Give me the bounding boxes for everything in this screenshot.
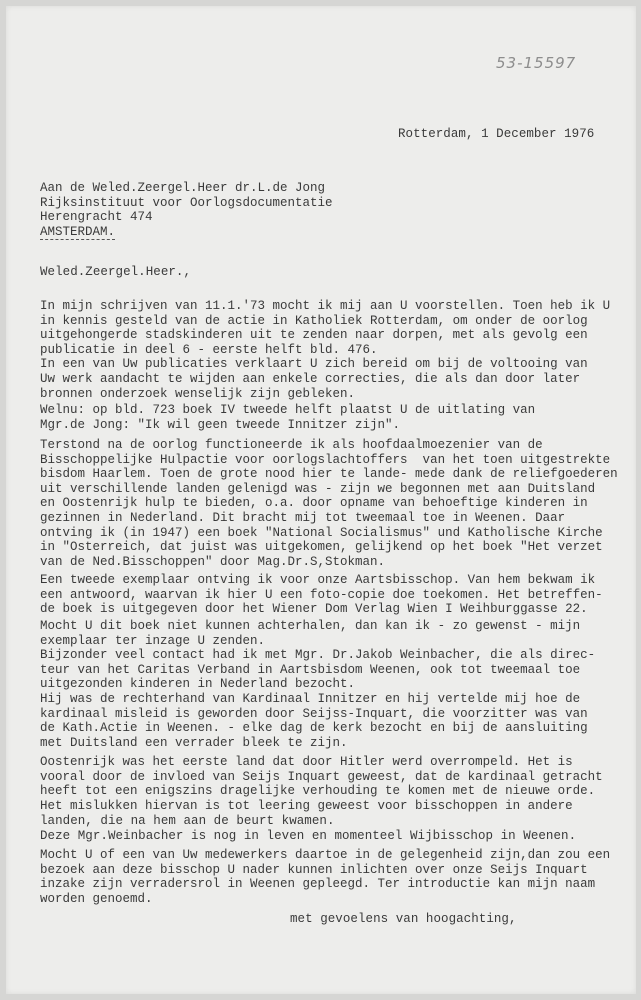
- text-line: en Oostenrijk hulp te bieden, o.a. door opname van behoeftige kinderen in: [40, 496, 588, 511]
- text-line: van de Ned.Bisschoppen" door Mag.Dr.S,Stokman.: [40, 554, 386, 569]
- text-line: worden genoemd.: [40, 891, 153, 906]
- date-line: Rotterdam, 1 December 1976: [398, 127, 595, 141]
- letter-page: [6, 6, 636, 994]
- text-line: teur van het Caritas Verband in Aartsbisdom Weenen, ook tot tweemaal toe: [40, 662, 581, 677]
- recipient-address: [40, 181, 333, 239]
- text-line: Uw werk aandacht te wijden aan enkele correcties, die als dan door later: [40, 371, 581, 386]
- text-line: Welnu: op bld. 723 boek IV tweede helft plaatst U de uitlating van: [40, 403, 536, 417]
- text-line: Mocht U dit boek niet kunnen achterhalen, dan kan ik - zo gewenst - mijn: [40, 619, 581, 633]
- text-line: heeft tot een enigszins dragelijke verhouding te komen met de nieuwe orde.: [40, 784, 596, 799]
- text-line: Oostenrijk was het eerste land dat door Hitler werd overrompeld. Het is: [40, 755, 573, 769]
- text-line: Mgr.de Jong: "Ik wil geen tweede Innitzer zijn".: [40, 417, 401, 432]
- paragraph: [40, 438, 618, 569]
- text-line: Hij was de rechterhand van Kardinaal Innitzer en hij vertelde mij hoe de: [40, 691, 581, 706]
- paragraph: [40, 619, 595, 750]
- text-line: bronnen onderzoek wenselijk zijn gebleken.: [40, 386, 356, 401]
- text-line: Het mislukken hiervan is tot leering geweest voor bisschoppen in andere: [40, 798, 573, 813]
- text-line: Bijzonder veel contact had ik met Mgr. Dr.Jakob Weinbacher, die als direc-: [40, 648, 596, 663]
- paragraph: [40, 403, 535, 432]
- text-line: uitgezonden kinderen in Nederland bezocht.: [40, 677, 356, 692]
- text-line: in "Osterreich, dat juist was uitgekomen, gelijkend op het boek "Het verzet: [40, 540, 603, 555]
- text-line: uit verschillende landen gelenigd was - zijn we begonnen met aan Duitsland: [40, 481, 596, 496]
- text-line: de Kath.Actie in Weenen. - elke dag de kerk bezocht en bij de aansluiting: [40, 721, 588, 736]
- text-line: inzake zijn verradersrol in Weenen gepleegd. Ter introductie kan mijn naam: [40, 877, 596, 892]
- text-line: gezinnen in Nederland. Dit bracht mij tot tweemaal toe in Weenen. Daar: [40, 510, 566, 525]
- text-line: kardinaal misleid is geworden door Seijss-Inquart, die voorzitter was van: [40, 706, 588, 721]
- text-line: In mijn schrijven van 11.1.'73 mocht ik mij aan U voorstellen. Toen heb ik U: [40, 299, 611, 313]
- paragraph: [40, 848, 610, 906]
- address-line: Aan de Weled.Zeergel.Heer dr.L.de Jong: [40, 181, 326, 195]
- overtyped-line-b: Deze Mgr.Weinbacher is nog in leven en momenteel Wijbisschop in Weenen.: [40, 829, 577, 843]
- text-line: exemplaar ter inzage U zenden.: [40, 633, 266, 648]
- text-line: bezoek aan deze bisschop U nader kunnen inlichten over onze Seijs Inquart: [40, 862, 588, 877]
- address-city: AMSTERDAM.: [40, 224, 116, 239]
- text-line: met Duitsland een verrader bleek te zijn.: [40, 735, 348, 750]
- paragraph: [40, 755, 603, 813]
- text-line: Mocht U of een van Uw medewerkers daartoe in de gelegenheid zijn,dan zou een: [40, 848, 611, 862]
- text-line: Terstond na de oorlog functioneerde ik als hoofdaalmoezenier van de: [40, 438, 543, 452]
- text-line: bisdom Haarlem. Toen de grote nood hier te lande- mede dank de reliefgoederen: [40, 467, 618, 482]
- salutation: Weled.Zeergel.Heer.,: [40, 265, 192, 279]
- text-line: In een van Uw publicaties verklaart U zich bereid om bij de voltooing van: [40, 357, 588, 372]
- address-line: Herengracht 474: [40, 210, 153, 225]
- address-line: Rijksinstituut voor Oorlogsdocumentatie: [40, 195, 333, 210]
- text-line: vooral door de invloed van Seijs Inquart geweest, dat de kardinaal getracht: [40, 769, 603, 784]
- paragraph: [40, 573, 603, 617]
- text-line: een antwoord, waarvan ik hier U een foto-copie doe toekomen. Het betreffen-: [40, 587, 603, 602]
- text-line: uitgehongerde stadskinderen uit te zenden naar dorpen, met als gevolg een: [40, 328, 588, 343]
- text-line: de boek is uitgegeven door het Wiener Dom Verlag Wien I Weihburggasse 22.: [40, 602, 588, 617]
- closing: met gevoelens van hoogachting,: [290, 912, 517, 926]
- text-line: in kennis gesteld van de actie in Katholiek Rotterdam, om onder de oorlog: [40, 313, 588, 328]
- text-line: Een tweede exemplaar ontving ik voor onze Aartsbisschop. Van hem bekwam ik: [40, 573, 596, 587]
- archive-number-stamp: 53-15597: [496, 54, 577, 72]
- text-line: publicatie in deel 6 - eerste helft bld. 476.: [40, 342, 378, 357]
- text-line: ontving ik (in 1947) een boek "National Socialismus" und Katholische Kirche: [40, 525, 603, 540]
- paragraph: [40, 299, 610, 401]
- text-line: Bisschoppelijke Hulpactie voor oorlogslachtoffers van het toen uitgestrekte: [40, 452, 611, 467]
- overtyped-line-a: landen, die na hem aan de beurt kwamen.: [40, 814, 335, 828]
